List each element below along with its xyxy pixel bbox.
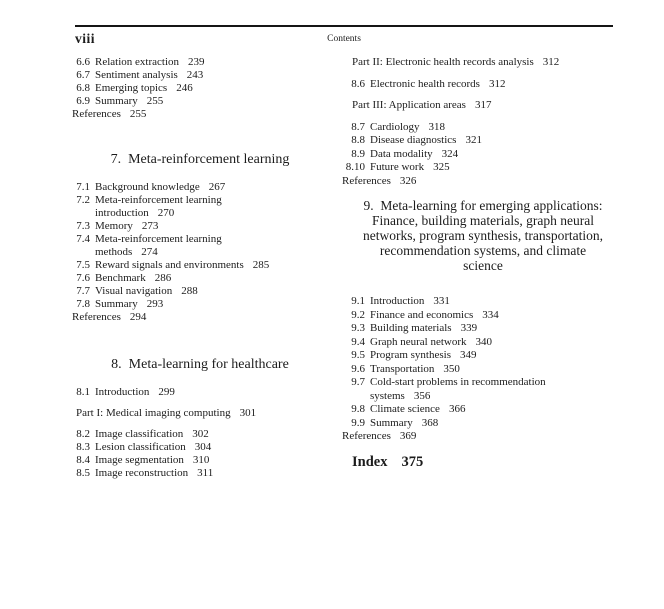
entry-page: 325 <box>433 161 450 173</box>
entry-title: References <box>72 108 121 120</box>
entry-number: 8.3 <box>76 441 90 453</box>
entry-page: 255 <box>129 108 147 120</box>
entry-page: 273 <box>141 220 159 232</box>
page-header <box>75 31 613 51</box>
entry-number: 6.7 <box>76 69 90 81</box>
entry-title: Image reconstruction <box>95 467 189 479</box>
entry-page: 301 <box>239 407 257 419</box>
entry-number: 7.2 <box>76 194 90 206</box>
entry-title: Disease diagnostics <box>370 134 457 146</box>
entry-number: 7.6 <box>76 272 90 284</box>
entry-title: introduction <box>95 207 149 219</box>
entry-number: 7.4 <box>76 233 90 245</box>
entry-page: 246 <box>176 82 193 94</box>
toc-entry-continuation <box>72 207 334 220</box>
entry-number: 8.7 <box>351 120 365 133</box>
toc-entry <box>342 363 624 377</box>
toc-entry <box>72 95 334 108</box>
chapter-heading-line: networks, program synthesis, transportation, <box>363 228 603 243</box>
entry-title: Building materials <box>370 322 452 334</box>
entry-page: 312 <box>488 77 506 90</box>
entry-number: 6.8 <box>76 82 90 94</box>
entry-title: Cold-start problems in recommendation <box>370 376 546 388</box>
entry-page: 326 <box>399 174 417 187</box>
toc-entry <box>342 161 624 175</box>
entry-title: Reward signals and environments <box>95 259 244 271</box>
entry-page: 312 <box>542 56 560 68</box>
toc-entry <box>72 181 334 194</box>
toc-references <box>72 108 334 121</box>
entry-title: Relation extraction <box>95 56 179 68</box>
entry-page: 285 <box>252 259 270 271</box>
entry-page: 302 <box>192 428 209 440</box>
entry-page: 286 <box>154 272 172 284</box>
entry-page: 339 <box>460 322 478 334</box>
entry-page: 255 <box>146 95 164 107</box>
entry-number: 9.3 <box>351 322 365 334</box>
entry-page: 239 <box>188 56 205 68</box>
entry-number: 8.1 <box>76 386 90 398</box>
entry-page: 318 <box>428 120 445 133</box>
toc-entry <box>342 417 624 431</box>
entry-number: 8.8 <box>351 134 365 146</box>
toc-entry <box>342 121 624 135</box>
entry-title: Summary <box>370 416 413 429</box>
toc-entry <box>72 428 334 441</box>
entry-title: Finance and economics <box>370 308 474 321</box>
entry-page: 369 <box>399 430 417 442</box>
toc-entry <box>72 82 334 95</box>
toc-references <box>342 175 624 189</box>
entry-page: 270 <box>157 207 175 219</box>
entry-title: References <box>342 430 391 442</box>
entry-number: 8.2 <box>76 428 90 440</box>
entry-title: Benchmark <box>95 272 146 284</box>
entry-number: 8.9 <box>351 147 365 160</box>
entry-title: Electronic health records <box>370 77 480 90</box>
part-heading <box>342 56 624 70</box>
entry-title: methods <box>95 246 133 258</box>
entry-page: 274 <box>141 246 158 258</box>
toc-column-right <box>342 56 624 480</box>
entry-page: 321 <box>465 134 482 146</box>
toc-entry <box>342 336 624 350</box>
chapter-heading: 8. Meta-learning for healthcare <box>111 357 289 372</box>
entry-number: 9.5 <box>351 349 365 361</box>
entry-title: Memory <box>95 220 133 232</box>
toc-entry <box>72 285 334 298</box>
toc-column-left <box>72 56 334 480</box>
entry-page: 243 <box>186 69 204 81</box>
entry-title: Emerging topics <box>95 82 168 94</box>
entry-number: 9.8 <box>351 403 365 415</box>
entry-number: 7.3 <box>76 220 90 232</box>
entry-page: 267 <box>208 181 226 193</box>
entry-title: Meta-reinforcement learning <box>95 194 222 206</box>
toc-entry-continuation <box>342 390 624 404</box>
toc-references <box>72 311 334 324</box>
entry-title: Graph neural network <box>370 335 467 348</box>
entry-title: References <box>72 311 121 323</box>
entry-number: 7.1 <box>76 181 90 193</box>
toc-entry <box>72 441 334 454</box>
toc-entry <box>72 233 334 246</box>
entry-number: 9.4 <box>351 335 365 348</box>
entry-number: 7.7 <box>76 285 90 297</box>
page-number-label: viii <box>75 31 96 46</box>
toc-entry <box>72 56 334 69</box>
entry-page: 334 <box>482 308 499 321</box>
entry-page: 356 <box>413 389 431 402</box>
entry-title: Summary <box>95 298 138 310</box>
toc-entry <box>72 259 334 272</box>
entry-page: 368 <box>421 416 439 429</box>
entry-page: 375 <box>401 453 424 470</box>
entry-title: Climate science <box>370 403 440 415</box>
entry-page: 310 <box>192 454 210 466</box>
toc-columns <box>72 56 624 480</box>
chapter-heading-line: 9. Meta-learning for emerging applications: <box>363 198 603 213</box>
entry-title: Summary <box>95 95 138 107</box>
entry-number: 8.4 <box>76 454 90 466</box>
entry-title: References <box>342 174 391 187</box>
entry-title: Lesion classification <box>95 441 186 453</box>
entry-title: Introduction <box>370 295 425 307</box>
toc-entry <box>72 298 334 311</box>
entry-page: 304 <box>194 441 212 453</box>
toc-entry-continuation <box>72 246 334 259</box>
part-heading <box>342 99 624 113</box>
toc-entry <box>72 454 334 467</box>
entry-title: Visual navigation <box>95 285 173 297</box>
entry-page: 324 <box>441 147 459 160</box>
entry-page: 340 <box>475 335 493 348</box>
entry-number: 8.10 <box>345 161 365 173</box>
entry-number: 9.2 <box>351 308 365 321</box>
entry-title: Part III: Application areas <box>352 99 466 111</box>
toc-entry <box>342 349 624 363</box>
chapter-heading-line: Finance, building materials, graph neural <box>372 213 594 228</box>
index-entry <box>342 453 624 470</box>
entry-number: 9.9 <box>351 416 365 429</box>
toc-entry <box>342 295 624 309</box>
entry-title: Future work <box>370 161 425 173</box>
chapter-heading-line: science <box>463 258 503 273</box>
entry-number: 9.1 <box>351 295 365 307</box>
toc-entry <box>72 386 334 399</box>
entry-number: 7.8 <box>76 298 90 310</box>
entry-title: Data modality <box>370 147 433 160</box>
entry-title: Part II: Electronic health records analysis <box>352 56 534 68</box>
entry-number: 6.9 <box>76 95 90 107</box>
entry-page: 350 <box>443 362 460 375</box>
toc-entry <box>72 220 334 233</box>
entry-page: 293 <box>146 298 164 310</box>
entry-number: 6.6 <box>76 56 90 68</box>
toc-entry <box>342 403 624 417</box>
entry-number: 9.6 <box>351 362 365 375</box>
header-rule <box>75 25 613 27</box>
toc-entry <box>342 376 624 390</box>
entry-number: 9.7 <box>351 376 365 388</box>
toc-entry <box>72 194 334 207</box>
toc-entry <box>342 322 624 336</box>
chapter-heading: 7. Meta-reinforcement learning <box>110 152 290 167</box>
entry-title: Part I: Medical imaging computing <box>76 407 231 419</box>
chapter-heading-line: recommendation systems, and climate <box>379 243 587 258</box>
entry-title: Meta-reinforcement learning <box>95 233 222 245</box>
entry-title: Program synthesis <box>370 349 451 361</box>
entry-title: Index <box>352 453 388 470</box>
entry-page: 311 <box>197 467 214 479</box>
toc-entry <box>342 78 624 92</box>
entry-page: 349 <box>459 349 477 361</box>
entry-page: 366 <box>448 403 466 415</box>
toc-entry <box>72 467 334 480</box>
entry-title: Introduction <box>95 386 150 398</box>
entry-title: Sentiment analysis <box>95 69 178 81</box>
entry-page: 288 <box>181 285 198 297</box>
entry-number: 7.5 <box>76 259 90 271</box>
toc-entry <box>72 69 334 82</box>
toc-entry <box>72 272 334 285</box>
entry-title: systems <box>370 389 405 402</box>
entry-title: Image segmentation <box>95 454 184 466</box>
entry-title: Image classification <box>95 428 184 440</box>
toc-entry <box>342 134 624 148</box>
entry-number: 8.6 <box>351 77 365 90</box>
part-heading <box>72 407 334 420</box>
entry-title: Background knowledge <box>95 181 200 193</box>
toc-entry <box>342 148 624 162</box>
toc-entry <box>342 309 624 323</box>
entry-page: 294 <box>129 311 147 323</box>
entry-page: 331 <box>433 295 450 307</box>
entry-number: 8.5 <box>76 467 90 479</box>
toc-references <box>342 430 624 444</box>
entry-title: Cardiology <box>370 120 420 133</box>
entry-page: 299 <box>158 386 175 398</box>
entry-title: Transportation <box>370 362 435 375</box>
running-title: Contents <box>327 34 361 44</box>
entry-page: 317 <box>474 99 492 111</box>
